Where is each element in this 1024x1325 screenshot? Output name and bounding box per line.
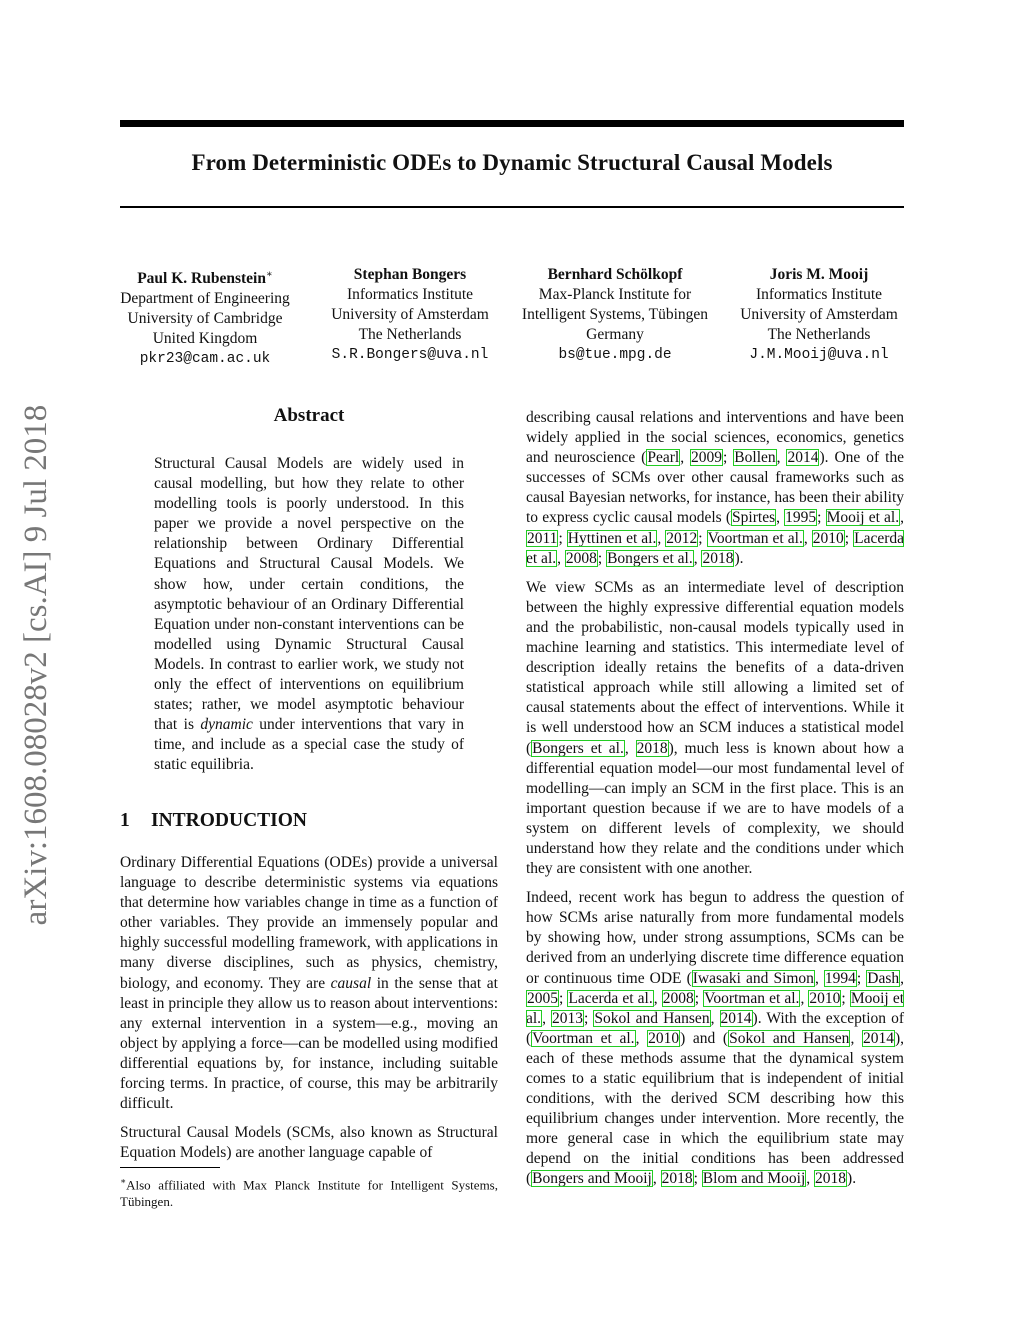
citation-link[interactable]: 2018	[702, 549, 734, 567]
citation-link[interactable]: 2005	[527, 989, 558, 1007]
citation-link[interactable]: Mooij et al.	[526, 989, 905, 1027]
citation-link[interactable]: Voortman et al.	[707, 529, 803, 547]
citation-link[interactable]: 2009	[691, 449, 723, 467]
citation-link[interactable]: Voortman et al.	[532, 1029, 635, 1047]
author-affiliation: Informatics Institute	[346, 286, 474, 303]
author-affiliation: The Netherlands	[767, 326, 871, 343]
footnote: ∗Also affiliated with Max Planck Institute for Intelligent Systems, Tübingen.	[120, 1176, 498, 1210]
paragraph: Ordinary Differential Equations (ODEs) provide a universal language to describe deterministic systems via equations that determine how variables change in time as a function of other variables. They provide an immensely popular and highly successful modelling framework, with applications in many diverse disciplines, such as physics, chemistry, biology, and economy. They are causal in the sense that at least in principle they allow us to reason about interventions: any external intervention in a system—e.g., moving an object by applying a force—can be modelled using modified differential equations by, for instance, including suitable forcing terms. In practice, of course, this may be arbitrarily difficult.	[120, 854, 498, 1113]
author-email: S.R.Bongers@uva.nl	[331, 347, 489, 363]
citation-link[interactable]: Dash	[867, 969, 900, 987]
citation-link[interactable]: 2018	[815, 1170, 847, 1188]
citation-link[interactable]: Mooij et al.	[826, 509, 900, 527]
author-name: Stephan Bongers	[353, 266, 467, 283]
author-affiliation: United Kingdom	[152, 330, 258, 348]
citation-link[interactable]: 2010	[809, 989, 841, 1007]
arxiv-stamp: arXiv:1608.08028v2 [cs.AI] 9 Jul 2018	[18, 404, 54, 926]
section-title: INTRODUCTION	[151, 810, 308, 831]
author-block	[714, 265, 924, 365]
left-column	[120, 853, 498, 1172]
author-block	[305, 265, 515, 365]
author-affiliation: Max-Planck Institute for	[538, 286, 692, 303]
author-affiliation: Intelligent Systems, Tübingen	[521, 306, 709, 323]
author-email: bs@tue.mpg.de	[558, 347, 672, 363]
citation-link[interactable]: 2014	[720, 1009, 752, 1027]
paragraph: We view SCMs as an intermediate level of description between the highly expressive differential equation models and the probabilistic, non-causal models typically used in machine learning and statistics. This intermediate level of description ideally retains the benefits of a data-driven statistical approach while still allowing a limited set of causal statements about the effect of interventions. While it is well understood how an SCM induces a statistical model (Bongers et al., 2018), much less is known about how a differential equation model—our most fundamental level of modelling—can imply an SCM in the first place. This is an important question because if we are to have models of a system on different levels of complexity, we should understand how they relate and the conditions under which they are consistent with one another.	[526, 578, 905, 878]
citation-link[interactable]: Sokol and Hansen	[594, 1009, 710, 1027]
author-affiliation: Informatics Institute	[755, 286, 883, 303]
author-affiliation: Germany	[586, 326, 644, 343]
citation-link[interactable]: 2011	[527, 529, 558, 547]
citation-link[interactable]: Voortman et al.	[704, 989, 800, 1007]
citation-link[interactable]: 2008	[662, 989, 694, 1007]
citation-link[interactable]: Pearl	[647, 449, 680, 467]
citation-link[interactable]: 2014	[862, 1029, 894, 1047]
citation-link[interactable]: 2012	[666, 529, 698, 547]
title-bottom-rule	[120, 206, 904, 208]
citation-link[interactable]: Bongers et al.	[607, 549, 693, 567]
author-block	[100, 265, 310, 369]
citation-link[interactable]: Bongers et al.	[532, 739, 624, 757]
citation-link[interactable]: 2010	[648, 1029, 680, 1047]
citation-link[interactable]: 2014	[787, 449, 819, 467]
footnote-rule	[120, 1167, 220, 1168]
citation-link[interactable]: Lacerda et al.	[568, 989, 653, 1007]
citation-link[interactable]: Blom and Mooij	[702, 1170, 806, 1188]
author-email: pkr23@cam.ac.uk	[139, 351, 271, 368]
paper-title: From Deterministic ODEs to Dynamic Structural Causal Models	[191, 150, 833, 175]
paragraph: Structural Causal Models (SCMs, also known as Structural Equation Models) are another language capable of	[120, 1124, 498, 1162]
title-top-rule	[120, 120, 904, 127]
abstract-heading: Abstract	[273, 405, 345, 426]
citation-link[interactable]: 2008	[565, 549, 597, 567]
abstract-body: Structural Causal Models are widely used in causal modelling, but how they relate to other modelling tools is poorly understood. In this paper we provide a novel perspective on the relationship between Ordinary Differential Equations and Structural Causal Models. We show how, under certain conditions, the asymptotic behaviour of an Ordinary Differential Equation under non-constant interventions can be modelled using Dynamic Structural Causal Models. In contrast to earlier work, we study not only the effect of interventions on equilibrium states; rather, we model asymptotic behaviour that is dynamic under interventions that vary in time, and include as a special case the study of static equilibria.	[154, 455, 464, 774]
author-affiliation: University of Amsterdam	[740, 306, 898, 323]
paragraph: Indeed, recent work has begun to address the question of how SCMs arise naturally from more fundamental models by showing how, under strong assumptions, SCMs can be derived from an underlying discrete time difference equation or continuous time ODE (Iwasaki and Simon, 1994; Dash, 2005; Lacerda et al., 2008; Voortman et al., 2010; Mooij et al., 2013; Sokol and Hansen, 2014). With the exception of (Voortman et al., 2010) and (Sokol and Hansen, 2014), each of these methods assume that the dynamical system comes to a static equilibrium that is independent of initial conditions, with the derived SCM describing how this equilibrium changes under intervention. More recently, the more general case in which the equilibrium state may depend on the initial conditions has been addressed (Bongers and Mooij, 2018; Blom and Mooij, 2018).	[526, 889, 905, 1188]
author-affiliation: University of Amsterdam	[331, 306, 489, 323]
author-mark: ∗	[265, 269, 273, 280]
citation-link[interactable]: 1995	[785, 509, 817, 527]
citation-link[interactable]: Spirtes	[732, 509, 776, 527]
citation-link[interactable]: Lacerda et al.	[526, 529, 905, 567]
citation-link[interactable]: 1994	[824, 969, 856, 987]
citation-link[interactable]: 2010	[812, 529, 844, 547]
author-name: Paul K. Rubenstein	[137, 270, 266, 288]
citation-link[interactable]: 2018	[661, 1170, 693, 1188]
author-affiliation: The Netherlands	[358, 326, 462, 343]
author-name: Joris M. Mooij	[769, 266, 869, 283]
citation-link[interactable]: Bongers and Mooij	[532, 1170, 652, 1188]
citation-link[interactable]: 2013	[552, 1009, 584, 1027]
citation-link[interactable]: 2018	[636, 739, 668, 757]
section-number: 1	[120, 810, 130, 831]
citation-link[interactable]: Sokol and Hansen	[729, 1029, 850, 1047]
citation-link[interactable]: Hyttinen et al.	[567, 529, 657, 547]
paragraph: describing causal relations and interventions and have been widely applied in the social sciences, economics, genetics and neuroscience (Pearl, 2009; Bollen, 2014). One of the successes of SCMs over other causal frameworks such as causal Bayesian networks, for instance, has been their ability to express cyclic causal models (Spirtes, 1995; Mooij et al., 2011; Hyttinen et al., 2012; Voortman et al., 2010; Lacerda et al., 2008; Bongers et al., 2018).	[526, 409, 905, 567]
author-name: Bernhard Schölkopf	[547, 266, 683, 283]
author-email: J.M.Mooij@uva.nl	[749, 347, 889, 363]
citation-link[interactable]: Bollen	[734, 449, 776, 467]
section-heading	[120, 810, 307, 832]
author-affiliation: University of Cambridge	[127, 310, 283, 328]
citation-link[interactable]: Iwasaki and Simon	[692, 969, 814, 987]
author-block	[510, 265, 720, 365]
author-affiliation: Department of Engineering	[120, 290, 290, 308]
right-column	[526, 408, 904, 1199]
